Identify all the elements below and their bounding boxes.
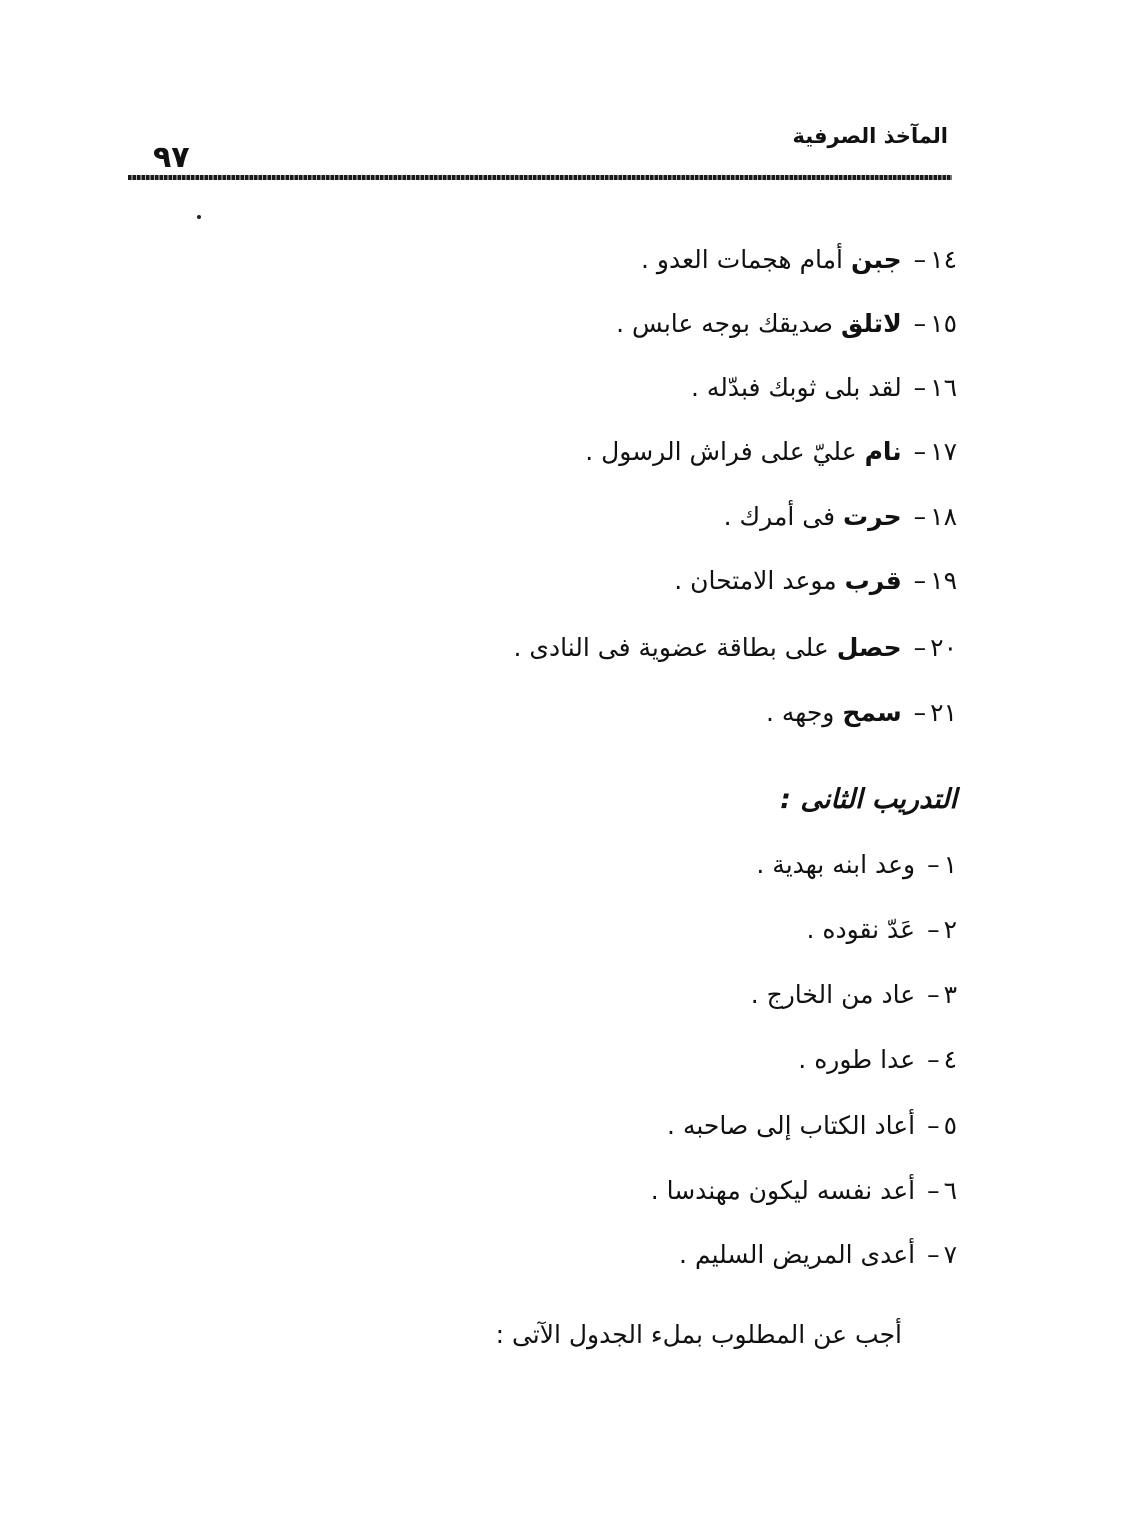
- item-text: فى أمرك .: [723, 502, 836, 531]
- item-number: ٢٠: [930, 633, 957, 662]
- item-number: ٥: [943, 1111, 957, 1140]
- exercise2-item-5: ٥– أعاد الكتاب إلى صاحبه .: [667, 1111, 957, 1140]
- item-text: عدا طوره .: [798, 1045, 916, 1074]
- item-number: ١: [943, 850, 957, 879]
- item-text: أعدى المريض السليم .: [679, 1240, 916, 1269]
- item-text: لقد بلى ثوبك فبدّله .: [690, 373, 902, 402]
- item-text: عليّ على فراش الرسول .: [585, 437, 857, 466]
- item-text: على بطاقة عضوية فى النادى .: [513, 633, 829, 662]
- item-text: موعد الامتحان .: [674, 566, 837, 595]
- exercise2-item-1: ١– وعد ابنه بهدية .: [756, 850, 957, 879]
- item-text: عَدّ نقوده .: [806, 915, 916, 944]
- item-keyword: حرت: [842, 502, 902, 531]
- instruction-text: أجب عن المطلوب بملء الجدول الآتى :: [495, 1320, 902, 1349]
- item-text: عاد من الخارج .: [750, 980, 916, 1009]
- exercise1-item-15: ١٥– لاتلق صديقك بوجه عابس .: [616, 309, 957, 338]
- item-keyword: حصل: [836, 633, 902, 662]
- exercise1-item-18: ١٨– حرت فى أمرك .: [723, 502, 957, 531]
- scan-speck: [197, 215, 201, 219]
- item-number: ١٩: [930, 566, 957, 595]
- exercise1-item-16: ١٦– لقد بلى ثوبك فبدّله .: [690, 373, 957, 402]
- item-keyword: نام: [864, 437, 902, 466]
- item-number: ١٦: [930, 373, 957, 402]
- item-keyword: جبن: [850, 245, 902, 274]
- exercise2-item-3: ٣– عاد من الخارج .: [750, 980, 957, 1009]
- item-text: أعد نفسه ليكون مهندسا .: [650, 1176, 916, 1205]
- item-number: ١٨: [930, 502, 957, 531]
- exercise2-item-6: ٦– أعد نفسه ليكون مهندسا .: [650, 1176, 957, 1205]
- item-text: وجهه .: [766, 698, 835, 727]
- item-number: ٤: [943, 1045, 957, 1074]
- page-number: ٩٧: [153, 140, 190, 175]
- section-heading-exercise-2: التدريب الثانى :: [780, 784, 957, 815]
- item-keyword: سمح: [842, 698, 902, 727]
- running-header-title: المآخذ الصرفية: [792, 124, 948, 148]
- item-text: وعد ابنه بهدية .: [756, 850, 916, 879]
- item-keyword: قرب: [844, 566, 902, 595]
- item-number: ١٤: [930, 245, 957, 274]
- exercise1-item-17: ١٧– نام عليّ على فراش الرسول .: [585, 437, 957, 466]
- item-number: ١٥: [930, 309, 957, 338]
- item-number: ١٧: [930, 437, 957, 466]
- exercise1-item-21: ٢١– سمح وجهه .: [766, 698, 957, 727]
- exercise1-item-19: ١٩– قرب موعد الامتحان .: [674, 566, 957, 595]
- item-number: ٢: [943, 915, 957, 944]
- item-keyword: لاتلق: [840, 309, 902, 338]
- item-text: أمام هجمات العدو .: [641, 245, 843, 274]
- item-text: صديقك بوجه عابس .: [616, 309, 833, 338]
- exercise1-item-14: ١٤– جبن أمام هجمات العدو .: [641, 245, 957, 274]
- header-divider: [128, 175, 952, 180]
- exercise1-item-20: ٢٠– حصل على بطاقة عضوية فى النادى .: [513, 633, 957, 662]
- exercise2-item-7: ٧– أعدى المريض السليم .: [679, 1240, 957, 1269]
- exercise2-item-4: ٤– عدا طوره .: [798, 1045, 957, 1074]
- item-number: ٢١: [930, 698, 957, 727]
- item-number: ٣: [943, 980, 957, 1009]
- item-number: ٦: [943, 1176, 957, 1205]
- exercise2-item-2: ٢– عَدّ نقوده .: [806, 915, 957, 944]
- item-text: أعاد الكتاب إلى صاحبه .: [667, 1111, 916, 1140]
- item-number: ٧: [943, 1240, 957, 1269]
